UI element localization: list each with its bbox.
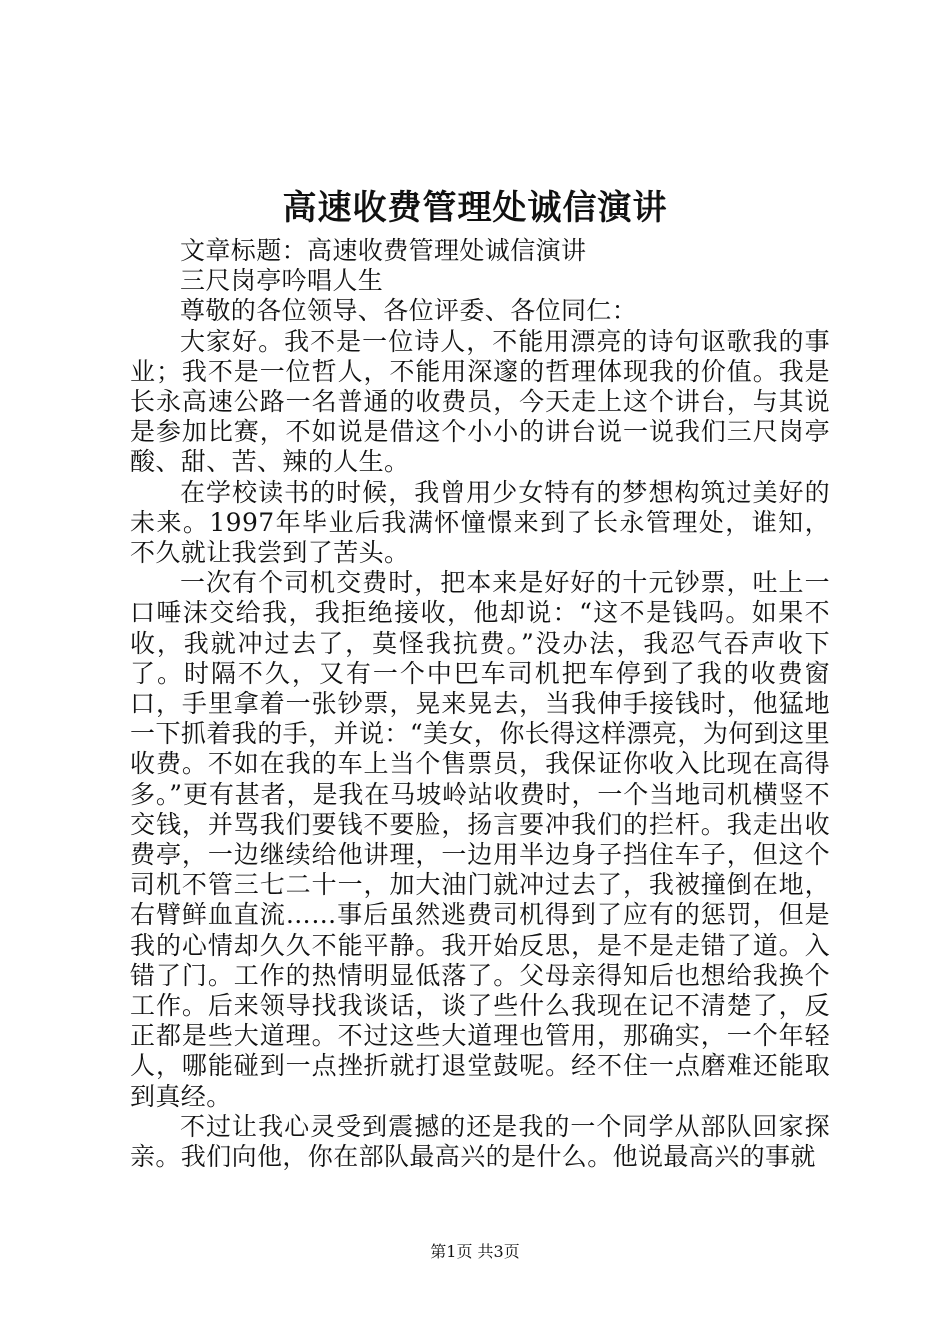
paragraph-salutation: 尊敬的各位领导、各位评委、各位同仁： <box>180 296 638 326</box>
paragraph-classmate: 不过让我心灵受到震撼的还是我的一个同学从部队回家探亲。我们向他，你在部队最高兴的是什么。他说最高兴的事就 <box>130 1111 830 1172</box>
paragraph-school: 在学校读书的时候，我曾用少女特有的梦想构筑过美好的未来。1997年毕业后我满怀憧憬来到了长永管理处，谁知，不久就让我尝到了苦头。 <box>130 477 830 568</box>
document-body <box>130 236 830 1172</box>
paragraph-article-title: 文章标题：高速收费管理处诚信演讲 <box>180 236 587 265</box>
paragraph-incidents: 一次有个司机交费时，把本来是好好的十元钞票，吐上一口唾沫交给我，我拒绝接收，他却说：“这不是钱吗。如果不收，我就冲过去了，莫怪我抗费。”没办法，我忍气吞声收下了。时隔不久，又有一个中巴车司机把车停到了我的收费窗口，手里拿着一张钞票，晃来晃去，当我伸手接钱时，他猛地一下抓着我的手，并说：“美女，你长得这样漂亮，为何到这里收费。不如在我的车上当个售票员，我保证你收入比现在高得多。”更有甚者，是我在马坡岭站收费时，一个当地司机横竖不交钱，并骂我们要钱不要脸，扬言要冲我们的拦杆。我走出收费亭，一边继续给他讲理，一边用半边身子挡住车子，但这个司机不管三七二十一，加大油门就冲过去了，我被撞倒在地，右臂鲜血直流……事后虽然逃费司机得到了应有的惩罚，但是我的心情却久久不能平静。我开始反思，是不是走错了道。入错了门。工作的热情明显低落了。父母亲得知后也想给我换个工作。后来领导找我谈话，谈了些什么我现在记不清楚了，反正都是些大道理。不过这些大道理也管用，那确实，一个年轻人，哪能碰到一点挫折就打退堂鼓呢。经不住一点磨难还能取到真经。 <box>130 568 830 1111</box>
document-title: 高速收费管理处诚信演讲 <box>282 188 668 228</box>
paragraph-intro: 大家好。我不是一位诗人，不能用漂亮的诗句讴歌我的事业；我不是一位哲人，不能用深邃的哲理体现我的价值。我是长永高速公路一名普通的收费员，今天走上这个讲台，与其说是参加比赛，不如说是借这个小小的讲台说一说我们三尺岗亭酸、甜、苦、辣的人生。 <box>130 326 830 477</box>
paragraph-subtitle: 三尺岗亭吟唱人生 <box>180 266 384 296</box>
page-number-footer: 第1页 共3页 <box>430 1242 520 1261</box>
